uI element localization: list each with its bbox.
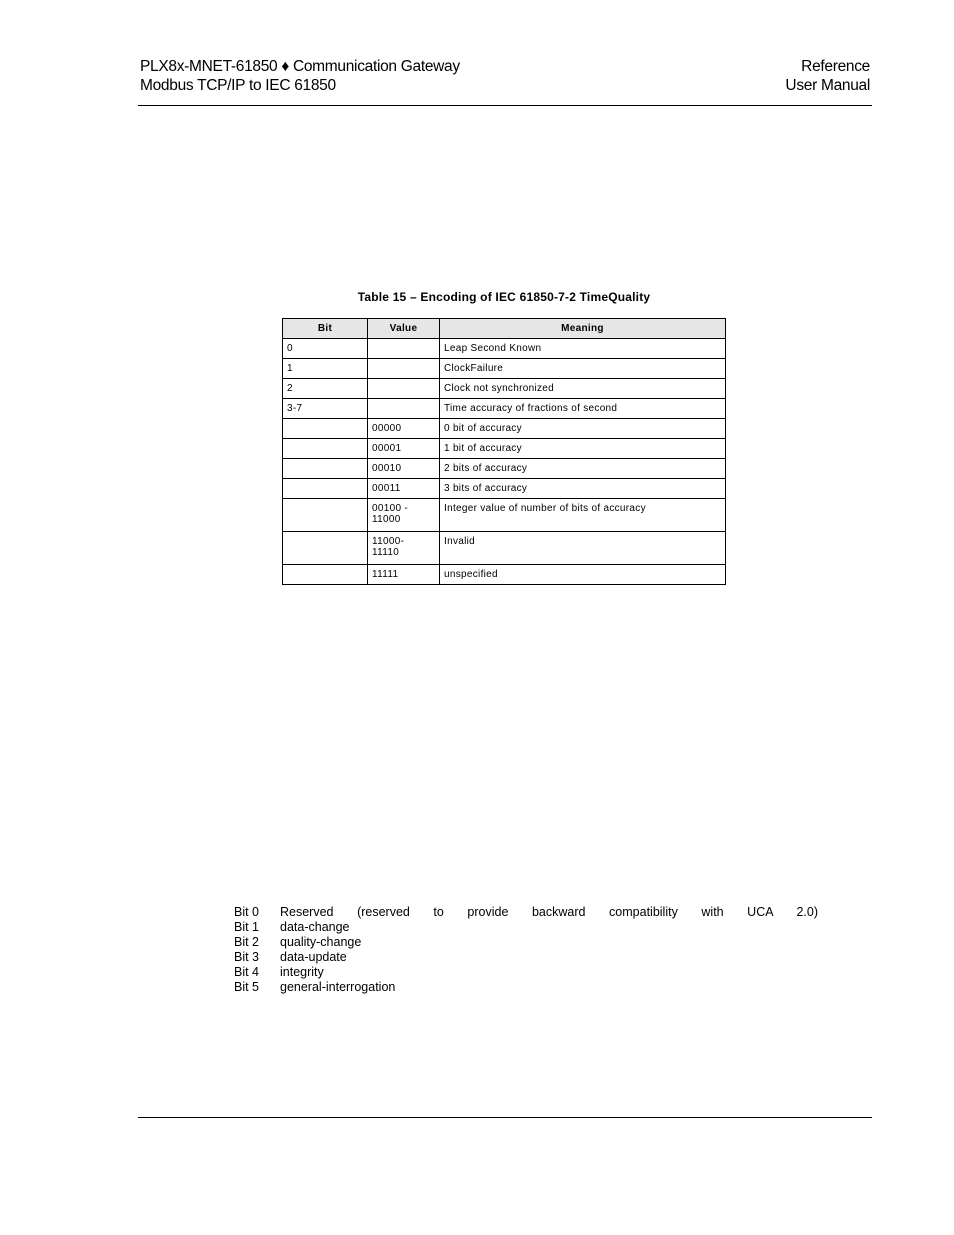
list-item: [234, 905, 818, 920]
cell-meaning: Invalid: [440, 532, 726, 565]
cell-meaning: Time accuracy of fractions of second: [440, 399, 726, 419]
time-quality-table: [282, 318, 726, 585]
bit-description: integrity: [280, 965, 324, 979]
bit-label: Bit 0: [234, 905, 260, 919]
cell-meaning: 3 bits of accuracy: [440, 479, 726, 499]
cell-value: [368, 399, 440, 419]
cell-value-line: 11000-: [372, 536, 405, 547]
table-row: [283, 399, 726, 419]
cell-meaning: 1 bit of accuracy: [440, 439, 726, 459]
cell-bit: [283, 532, 368, 565]
table-row: [283, 565, 726, 585]
header-divider: [138, 105, 872, 106]
cell-bit: 3-7: [283, 399, 368, 419]
table-row: [283, 339, 726, 359]
column-header-meaning: Meaning: [440, 319, 726, 339]
table-row: [283, 359, 726, 379]
list-item: [234, 950, 818, 965]
cell-value: 00010: [368, 459, 440, 479]
cell-meaning: ClockFailure: [440, 359, 726, 379]
cell-bit: [283, 419, 368, 439]
cell-bit: 2: [283, 379, 368, 399]
bit-label: Bit 1: [234, 920, 260, 934]
cell-meaning: Clock not synchronized: [440, 379, 726, 399]
product-subtitle: Modbus TCP/IP to IEC 61850: [140, 77, 336, 94]
cell-bit: [283, 479, 368, 499]
column-header-bit: Bit: [283, 319, 368, 339]
table-row: [283, 379, 726, 399]
cell-bit: [283, 459, 368, 479]
header-left: [140, 57, 460, 95]
header-right: [785, 57, 870, 95]
cell-value: [368, 499, 440, 532]
bit-label: Bit 5: [234, 980, 260, 994]
cell-bit: [283, 439, 368, 459]
table-row: [283, 419, 726, 439]
list-item: [234, 920, 818, 935]
cell-value: [368, 339, 440, 359]
cell-value-line: 00100 -: [372, 503, 409, 514]
bit-label: Bit 3: [234, 950, 260, 964]
list-item: [234, 980, 818, 995]
cell-meaning: Leap Second Known: [440, 339, 726, 359]
cell-value: 11111: [368, 565, 440, 585]
bit-label: Bit 4: [234, 965, 260, 979]
table-row: [283, 479, 726, 499]
bit-definition-list: [234, 905, 818, 995]
list-item: [234, 965, 818, 980]
footer-divider: [138, 1117, 872, 1118]
cell-value: [368, 532, 440, 565]
table-caption: Table 15 – Encoding of IEC 61850-7-2 TimeQuality: [357, 290, 651, 304]
product-title: PLX8x-MNET-61850 ♦ Communication Gateway: [140, 58, 460, 75]
column-header-value: Value: [368, 319, 440, 339]
table-row: [283, 439, 726, 459]
cell-bit: [283, 499, 368, 532]
cell-value-line: 11110: [372, 547, 400, 558]
cell-value: 00011: [368, 479, 440, 499]
bit-description: data-change: [280, 920, 350, 934]
bit-description: Reserved (reserved to provide backward compatibility with UCA 2.0): [280, 905, 818, 919]
table-header-row: [283, 319, 726, 339]
bit-description: data-update: [280, 950, 347, 964]
cell-value-line: 11000: [372, 514, 401, 525]
cell-bit: 0: [283, 339, 368, 359]
cell-bit: [283, 565, 368, 585]
cell-value: [368, 359, 440, 379]
table-row: [283, 499, 726, 532]
cell-meaning: unspecified: [440, 565, 726, 585]
cell-value: 00000: [368, 419, 440, 439]
bit-description: general-interrogation: [280, 980, 396, 994]
cell-value: 00001: [368, 439, 440, 459]
bit-description: quality-change: [280, 935, 362, 949]
list-item: [234, 935, 818, 950]
cell-bit: 1: [283, 359, 368, 379]
document-type: User Manual: [785, 77, 870, 94]
cell-value: [368, 379, 440, 399]
table-row: [283, 459, 726, 479]
cell-meaning: 2 bits of accuracy: [440, 459, 726, 479]
table-row: [283, 532, 726, 565]
cell-meaning: 0 bit of accuracy: [440, 419, 726, 439]
bit-label: Bit 2: [234, 935, 260, 949]
section-name: Reference: [801, 58, 870, 75]
cell-meaning: Integer value of number of bits of accuracy: [440, 499, 726, 532]
